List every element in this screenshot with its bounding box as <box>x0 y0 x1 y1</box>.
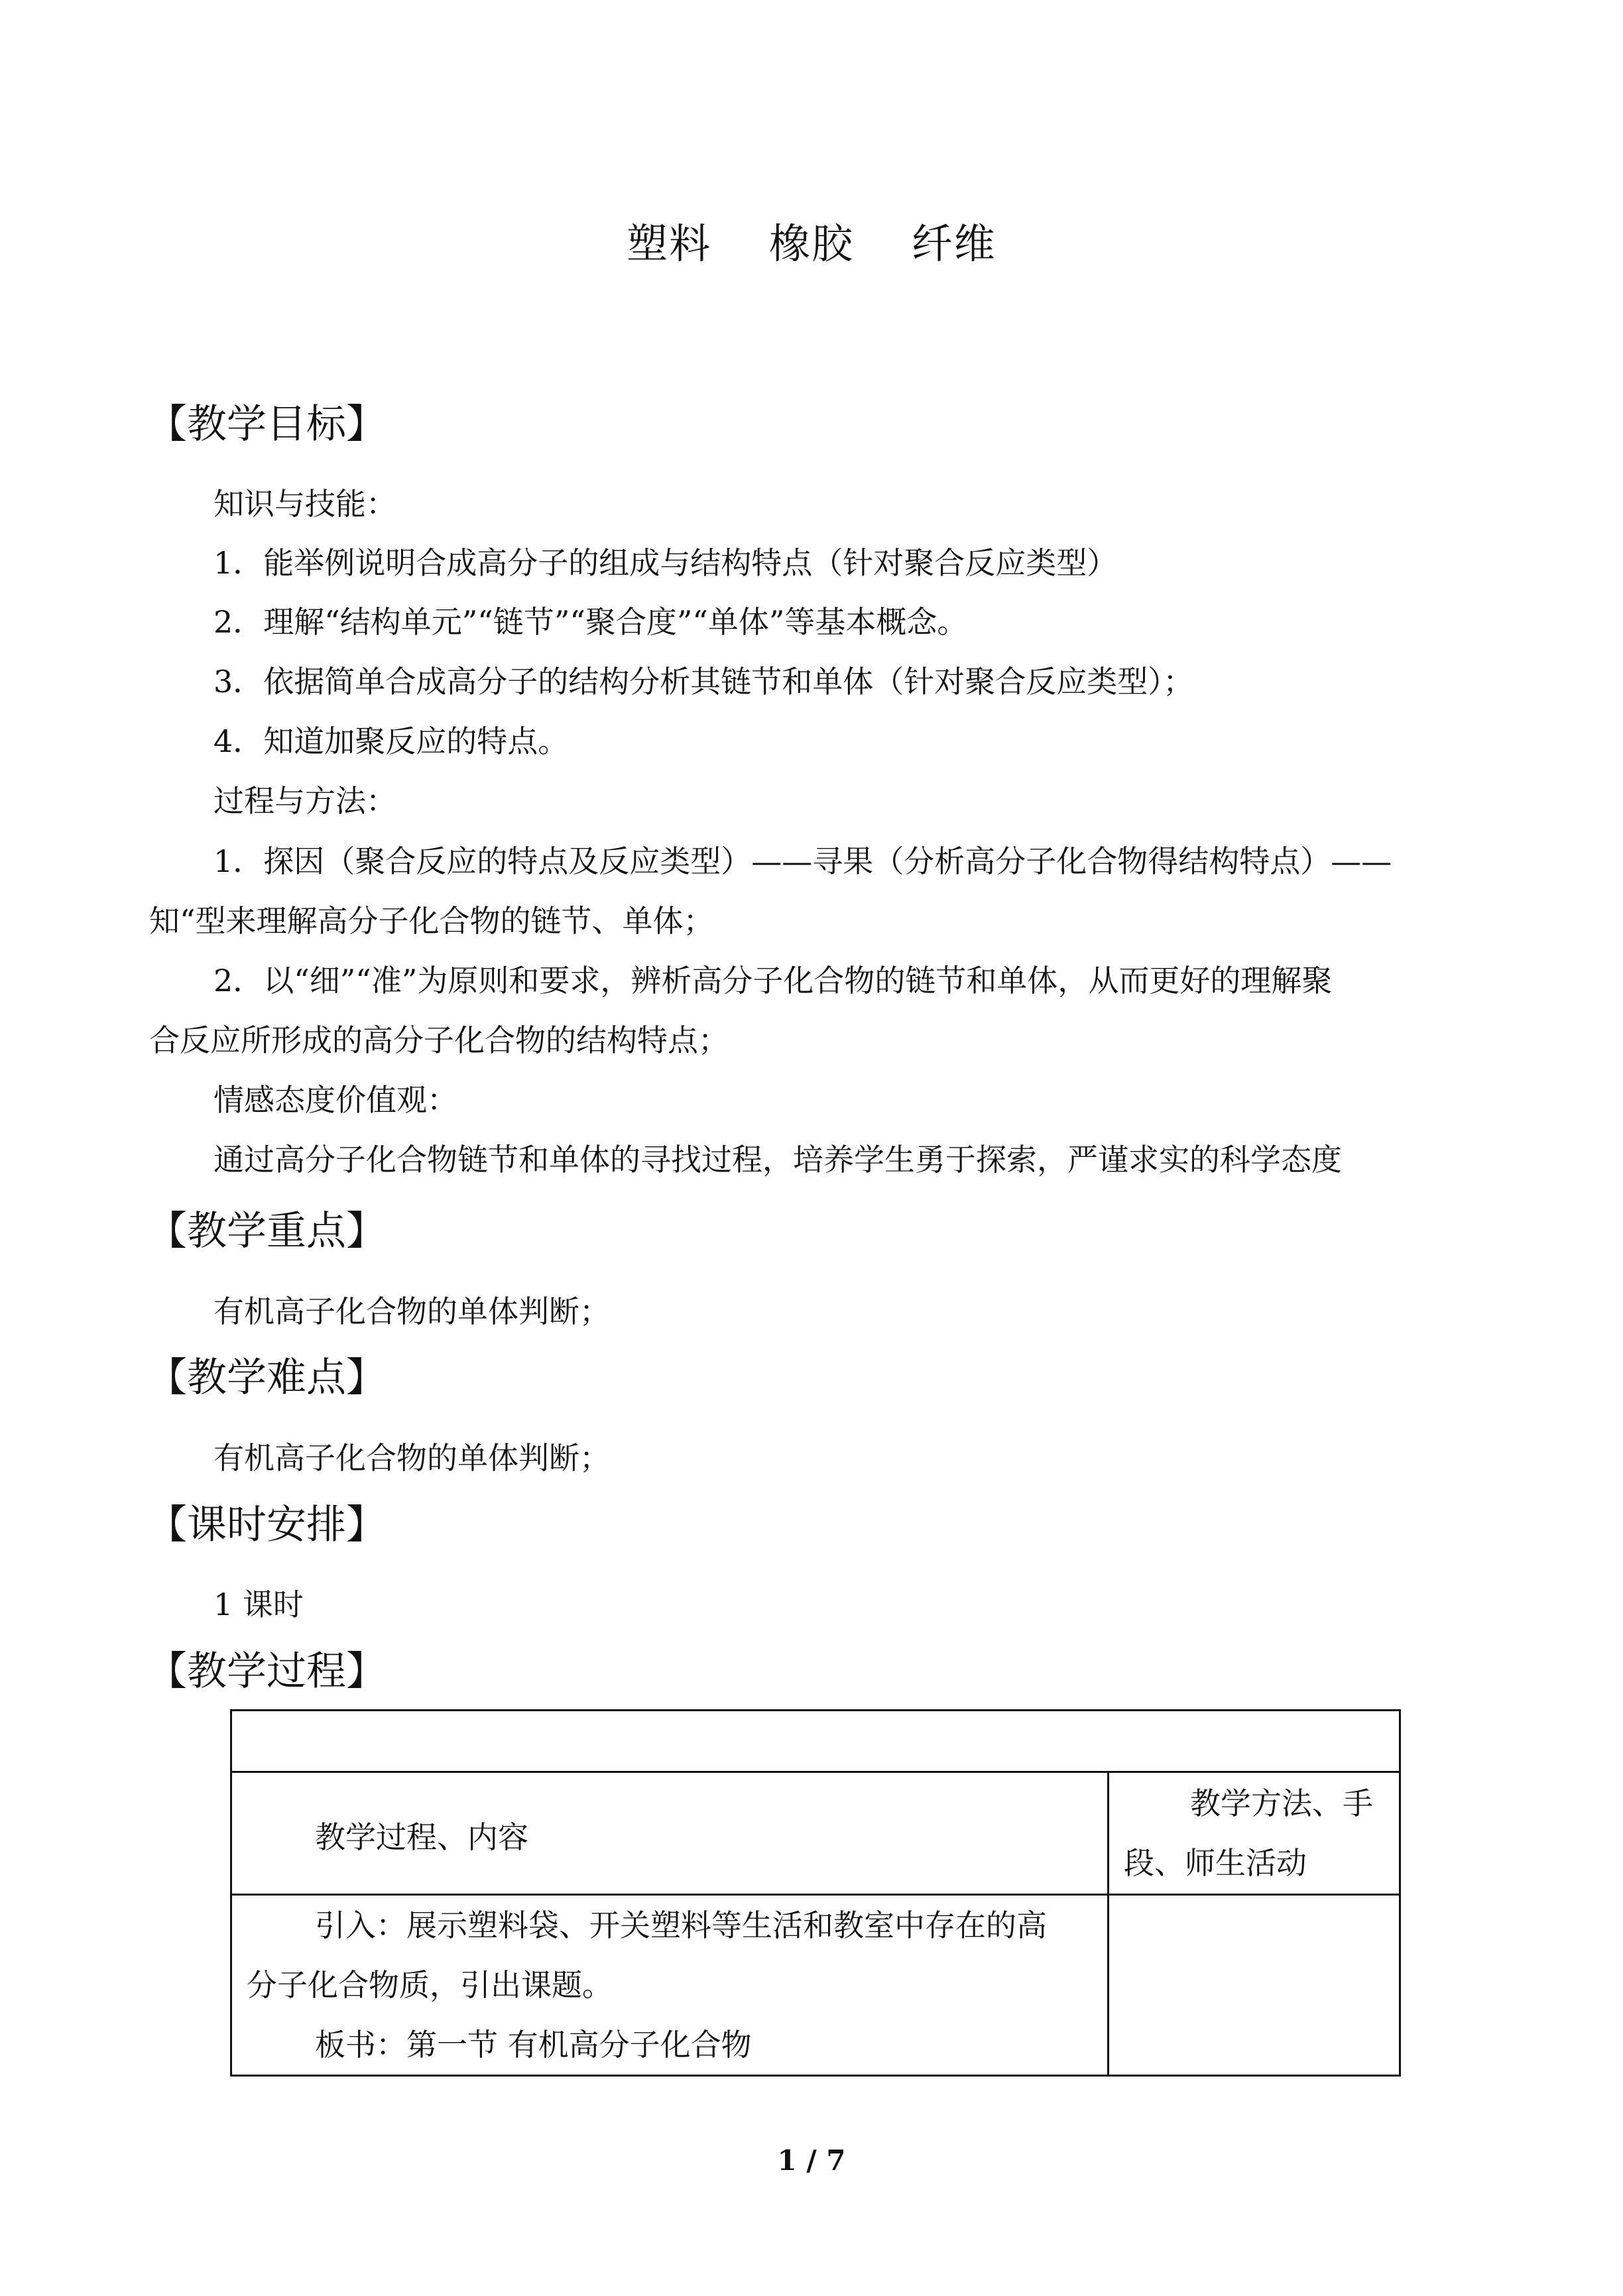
table-header-left-cell <box>231 1772 1109 1895</box>
key-points-text: 有机高子化合物的单体判断； <box>213 1294 610 1329</box>
document-title: 塑料 橡胶 纤维 <box>627 219 996 268</box>
table-empty-row <box>231 1711 1400 1772</box>
process-item-1-line-1: 1．探因（聚合反应的特点及反应类型）——寻果（分析高分子化合物得结构特点）—— <box>213 843 1392 879</box>
knowledge-item-1: 1．能举例说明合成高分子的组成与结构特点（针对聚合反应类型） <box>213 545 1118 581</box>
emotion-text: 通过高分子化合物链节和单体的寻找过程，培养学生勇于探索，严谨求实的科学态度 <box>213 1142 1342 1178</box>
table-row-line-2: 分子化合物质，引出课题。 <box>247 1967 613 2003</box>
table-header-row <box>231 1772 1400 1895</box>
difficulties-text: 有机高子化合物的单体判断； <box>213 1440 610 1476</box>
heading-objectives: 【教学目标】 <box>147 401 386 448</box>
table-row-line-3: 板书：第一节 有机高分子化合物 <box>315 2027 752 2063</box>
heading-key-points: 【教学重点】 <box>147 1208 386 1254</box>
knowledge-label: 知识与技能： <box>213 486 396 522</box>
table-header-left: 教学过程、内容 <box>315 1819 528 1855</box>
table-header-right-cell <box>1109 1772 1400 1895</box>
process-item-2-line-1: 2．以“细”“准”为原则和要求，辨析高分子化合物的链节和单体，从而更好的理解聚 <box>213 963 1333 998</box>
process-label: 过程与方法： <box>213 783 396 819</box>
process-item-1-line-2: 知“型来理解高分子化合物的链节、单体； <box>149 903 714 939</box>
table-header-right-line-2: 段、师生活动 <box>1124 1845 1307 1881</box>
emotion-label: 情感态度价值观： <box>213 1082 457 1118</box>
table-empty-cell <box>231 1711 1400 1772</box>
process-item-2-line-2: 合反应所形成的高分子化合物的结构特点； <box>149 1022 729 1058</box>
table-row-left-cell <box>231 1895 1109 2076</box>
table-row-line-1: 引入：展示塑料袋、开关塑料等生活和教室中存在的高 <box>315 1907 1047 1943</box>
heading-process: 【教学过程】 <box>147 1648 386 1695</box>
schedule-text: 1 课时 <box>213 1587 304 1622</box>
heading-difficulties: 【教学难点】 <box>147 1355 386 1401</box>
page-number: 1 / 7 <box>777 2144 846 2177</box>
heading-schedule: 【课时安排】 <box>147 1502 386 1548</box>
table-header-right-line-1: 教学方法、手 <box>1190 1785 1373 1821</box>
teaching-process-table <box>230 1709 1401 2077</box>
knowledge-item-4: 4．知道加聚反应的特点。 <box>213 723 569 759</box>
knowledge-item-2: 2．理解“结构单元”“链节”“聚合度”“单体”等基本概念。 <box>213 604 968 640</box>
knowledge-item-3: 3．依据简单合成高分子的结构分析其链节和单体（针对聚合反应类型）； <box>213 664 1194 699</box>
table-row <box>231 1895 1400 2076</box>
table-row-right-cell <box>1109 1895 1400 2076</box>
